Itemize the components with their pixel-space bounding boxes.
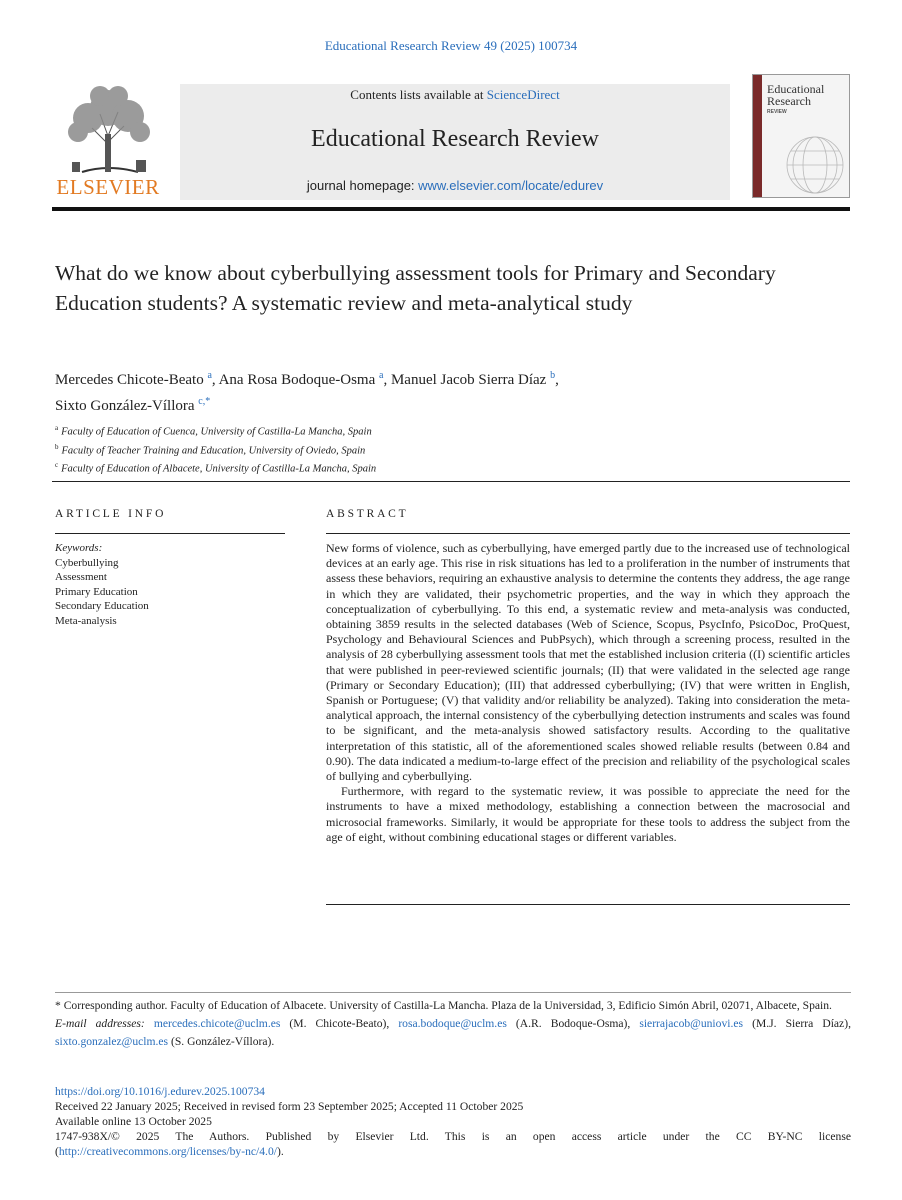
author-list: Mercedes Chicote-Beato $^a$, Ana Rosa Bodoque-Osma $^a$, Manuel Jacob Sierra Díaz $^b$, Sixto González-Víllora $^{c,*}$ (55, 370, 559, 414)
elsevier-logo (52, 84, 164, 200)
affiliation-mark: b (55, 442, 59, 451)
email-link[interactable]: mercedes.chicote@uclm.es (153, 1017, 281, 1030)
affiliation-item (55, 421, 845, 440)
affiliation-text: Faculty of Education of Albacete, University of Castilla-La Mancha, Spain (61, 463, 377, 475)
elsevier-wordmark: ELSEVIER (56, 175, 160, 199)
sciencedirect-link[interactable]: ScienceDirect (486, 87, 560, 102)
globe-icon (775, 131, 845, 195)
footnote-rule (55, 992, 851, 993)
keyword-item: Cyberbullying (55, 556, 119, 569)
license-url-line (55, 1144, 851, 1159)
abstract-rule (326, 533, 850, 534)
email-owner: (M.J. Sierra Díaz), (752, 1017, 851, 1030)
affiliation-text: Faculty of Education of Cuenca, University of Castilla-La Mancha, Spain (61, 426, 372, 438)
header-rule (52, 207, 850, 211)
affiliation-rule (52, 481, 850, 482)
affiliation-marker[interactable]: a (207, 370, 212, 381)
available-online-date: Available online 13 October 2025 (55, 1115, 212, 1128)
email-owner: (A.R. Bodoque-Osma), (515, 1017, 631, 1030)
footnotes (55, 997, 851, 1051)
abstract-paragraph: New forms of violence, such as cyberbullying, have emerged partly due to the increased use of technological devices at an early age. This rise in risk situations has led to a proliferation in the number of instruments that assess these behaviors, requiring an exhaustive analysis to determine the contents they address, the age range in which they are validated, their psychometric properties, and the way in which they approach the conceptualization of cyberbullying. To this end, a systematic review and meta-analysis was conducted, obtaining 3859 results in the selected databases (Web of Science, Scopus, PsycInfo, PsicoDoc, ProQuest, Psychology and Behavioural Sciences and PubPsych), which through a screening process, resulted in the analysis of 28 cyberbullying assessment tools that met the established inclusion criteria ((I) scientific articles that were published in peer-reviewed scientific journals; (II) that were validated in the selected age range (Primary or Secondary Education); (III) that addressed cyberbullying; (IV) that were written in English, Spanish or Portuguese; (V) that validity and/or reliability be analyzed). Taking into consideration the meta-analytical approach, the internal consistency of the cyberbullying detection instruments and scales was found to be significant, and the meta-analysis showed satisfactory results. According to the qualitative interpretation of this statistic, all of the aforementioned scales showed reliable results (between 0.84 and 0.90). The data indicated a medium-to-large effect of the precision and reliability of the psychological scales of bullying and cyberbullying. (326, 541, 850, 784)
received-dates: Received 22 January 2025; Received in revised form 23 September 2025; Accepted 11 October 2025 (55, 1100, 524, 1113)
license-open-paren: ( (55, 1145, 59, 1158)
affiliation-item (55, 458, 845, 477)
journal-cover-thumbnail[interactable] (752, 74, 850, 198)
license-statement: 1747-938X/© 2025 The Authors. Published by Elsevier Ltd. This is an open access article under the CC BY-NC license (55, 1130, 851, 1143)
keyword-item: Primary Education (55, 585, 138, 598)
homepage-prefix: journal homepage: (306, 178, 419, 193)
affiliation-marker[interactable]: a (379, 370, 384, 381)
abstract-heading: ABSTRACT (326, 508, 409, 520)
affiliation-marker[interactable]: b (550, 370, 556, 381)
cover-subtitle: REVIEW (767, 109, 787, 115)
journal-name: Educational Research Review (311, 126, 599, 152)
author-name[interactable]: Manuel Jacob Sierra Díaz (390, 372, 547, 388)
abstract-body (326, 541, 850, 845)
contents-prefix: Contents lists available at (350, 87, 487, 102)
affiliation-marker[interactable]: c,* (198, 396, 211, 407)
tree-logo-icon (52, 84, 164, 174)
cover-title-line-1: Educational (767, 82, 825, 96)
abstract-end-rule (326, 904, 850, 905)
keyword-item: Meta-analysis (55, 614, 117, 627)
affiliation-item (55, 440, 845, 459)
author-name[interactable]: Ana Rosa Bodoque-Osma (218, 372, 376, 388)
keywords-label: Keywords: (55, 542, 103, 554)
affiliation-list (55, 421, 845, 477)
cover-title (767, 83, 824, 107)
affiliation-mark: c (55, 461, 59, 469)
contents-line (180, 87, 730, 103)
email-link[interactable]: sierrajacob@uniovi.es (639, 1017, 744, 1030)
journal-homepage-link[interactable]: www.elsevier.com/locate/edurev (418, 178, 604, 193)
email-link[interactable]: sixto.gonzalez@uclm.es (55, 1035, 169, 1048)
article-info-heading: ARTICLE INFO (55, 508, 167, 520)
email-label: E-mail addresses: (55, 1017, 145, 1030)
cover-spine (753, 75, 762, 197)
corresponding-author-note: * Corresponding author. Faculty of Education of Albacete. University of Castilla-La Mancha. Plaza de la Universidad, 3, Edificio Simón Abril, 02071, Albacete, Spain. (55, 999, 832, 1012)
journal-citation[interactable]: Educational Research Review 49 (2025) 100734 (324, 38, 578, 53)
affiliation-text: Faculty of Teacher Training and Education, University of Oviedo, Spain (61, 445, 366, 456)
keyword-item: Secondary Education (55, 600, 149, 612)
doi-link[interactable]: https://doi.org/10.1016/j.edurev.2025.100734 (55, 1085, 265, 1098)
cover-title-line-2: Research (767, 94, 811, 108)
publication-info (55, 1084, 851, 1159)
homepage-line (180, 178, 730, 193)
article-info-rule (55, 533, 285, 534)
email-link[interactable]: rosa.bodoque@uclm.es (398, 1017, 507, 1030)
email-note (55, 1015, 851, 1051)
email-owner: (S. González-Víllora). (170, 1035, 275, 1048)
keyword-item: Assessment (55, 571, 107, 583)
author-name[interactable]: Sixto González-Víllora (55, 398, 195, 414)
abstract-paragraph: Furthermore, with regard to the systematic review, it was possible to appreciate the need for the instruments to have a mixed methodology, establishing a connection between the macrosocial and microsocial frameworks. Similarly, it would be appropriate for these tools to address the subject from the age of eight, without combining educational stages or different variables. (326, 784, 850, 844)
license-link[interactable]: http://creativecommons.org/licenses/by-nc/4.0/ (58, 1145, 277, 1158)
license-close-paren: ). (276, 1145, 284, 1158)
journal-masthead (180, 84, 730, 200)
affiliation-mark: a (55, 424, 59, 432)
article-title: What do we know about cyberbullying assessment tools for Primary and Secondary Education students? A systematic review and meta-analytical study (55, 261, 776, 315)
email-owner: (M. Chicote-Beato), (289, 1017, 390, 1030)
keywords-block (55, 541, 285, 628)
author-name[interactable]: Mercedes Chicote-Beato (55, 372, 204, 388)
